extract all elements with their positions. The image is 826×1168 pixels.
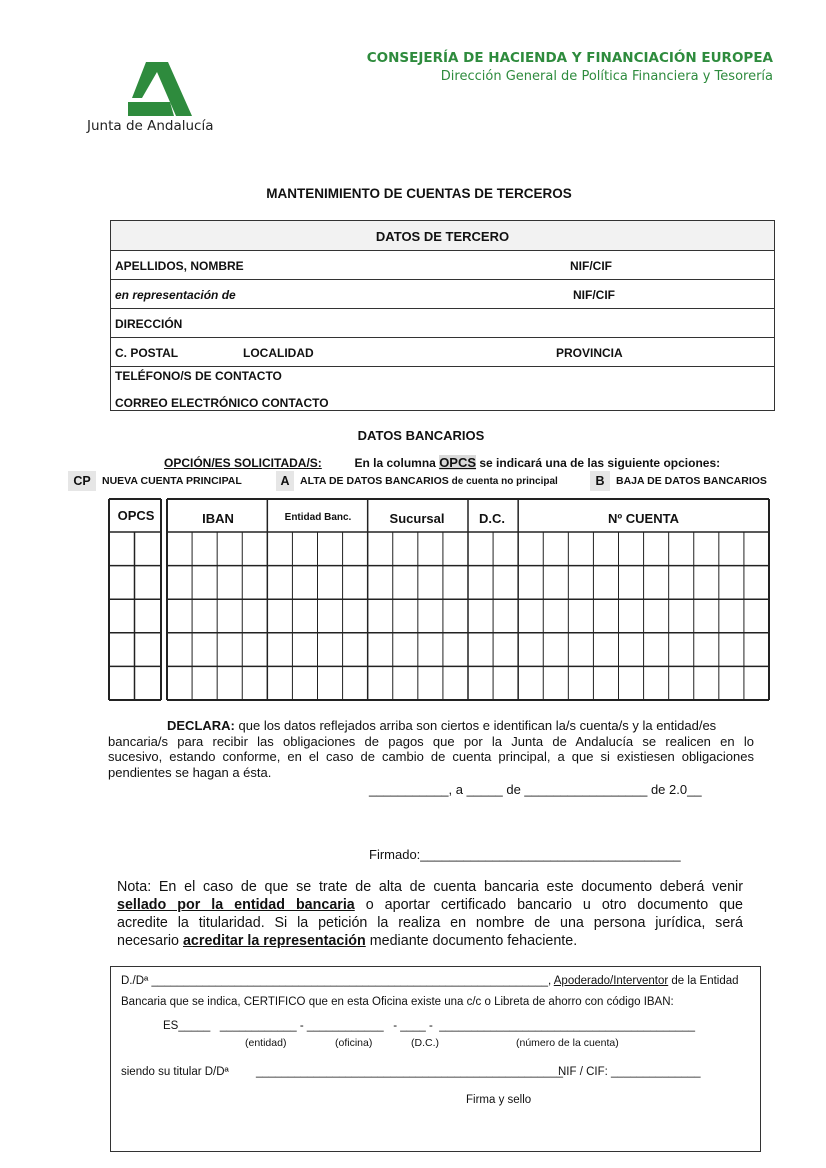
provincia-label: PROVINCIA [556,346,623,360]
declara-block [108,718,754,780]
correo-label: CORREO ELECTRÓNICO CONTACTO [115,396,329,410]
grid-dc-header: D.C. [479,511,505,526]
nota-l4-rest: mediante documento fehaciente. [369,933,578,949]
cert-iban-line: ES_____ ____________ - ____________ - ____ - ________________________________________ [163,1020,696,1032]
instr-post: se indicará una de las siguiente opciones: [479,456,721,470]
option-cp-text: NUEVA CUENTA PRINCIPAL [102,475,242,487]
declara-line1: que los datos reflejados arriba son ciertos e identifican la/s cuenta/s y la entidad/es [238,718,717,733]
firmado-line: Firmado:____________________________________ [369,847,681,862]
grid-opcs-header: OPCS [117,508,155,523]
apellidos-label: APELLIDOS, NOMBRE [115,259,244,273]
opciones-label: OPCIÓN/ES SOLICITADA/S: [164,456,322,470]
option-b-code: B [590,471,610,491]
junta-logo-icon [124,60,196,118]
date-line: ___________, a _____ de _________________ de 2.0__ [369,782,702,797]
nota-block [117,878,743,950]
titular-line: ________________________________________________ [256,1066,563,1078]
titular-label: siendo su titular D/Dª [121,1066,229,1078]
nota-line3: acredite la titularidad. Si la petición la realiza en nombre de una persona jurídica, será [117,915,743,931]
org-line2: Dirección General de Política Financiera y Tesorería [440,69,773,84]
firma-sello: Firma y sello [466,1094,532,1106]
nota-acreditar: acreditar la representación [182,933,366,949]
cap-oficina: (oficina) [335,1037,373,1049]
option-cp-code: CP [68,471,96,491]
tercero-table [110,220,775,411]
instr-pre: En la columna [354,456,436,470]
cap-entidad: (entidad) [245,1037,287,1049]
cert-box [110,966,761,1152]
org-line1: CONSEJERÍA DE HACIENDA Y FINANCIACIÓN EUROPEA [366,50,773,66]
direccion-label: DIRECCIÓN [115,317,183,331]
grid-sucursal-header: Sucursal [389,511,445,526]
representacion-label: en representación de [115,288,236,302]
cap-dc: (D.C.) [411,1037,439,1049]
bank-grid [108,498,770,701]
localidad-label: LOCALIDAD [243,346,314,360]
cert-nif: NIF / CIF: ______________ [558,1066,701,1078]
nif-label-2: NIF/CIF [573,288,615,302]
option-a [276,471,586,493]
declara-label: DECLARA: [167,718,235,733]
cert-apoderado: Apoderado/Interventor [553,975,669,987]
cert-line1: D./Dª ______________________________________________________________, [121,975,552,987]
nif-label-1: NIF/CIF [570,259,612,273]
declara-line2: bancaria/s para recibir las obligaciones de pagos que por la Junta de Andalucía se realicen en lo [108,733,754,749]
option-cp [68,471,264,493]
grid-cuenta-header: Nº CUENTA [608,511,679,526]
option-b-text: BAJA DE DATOS BANCARIOS [616,475,767,487]
nota-line1: Nota: En el caso de que se trate de alta de cuenta bancaria este documento deberá venir [117,879,743,895]
tercero-title: DATOS DE TERCERO [375,229,510,244]
declara-line3: sucesivo, estando conforme, en el caso de cambio de cuenta principal, a que si existiesen obligaciones [108,749,754,764]
cert-line1-end: de la Entidad [671,975,739,987]
bancarios-title: DATOS BANCARIOS [357,428,485,443]
nota-line2: o aportar certificado bancario u otro documento que [365,897,743,913]
option-a-code: A [276,471,294,491]
declara-line4: pendientes se hagan a ésta. [108,764,272,780]
nota-l4-pre: necesario [117,933,179,949]
grid-iban-header: IBAN [202,511,234,526]
logo-text: Junta de Andalucía [87,118,214,134]
page-title: MANTENIMIENTO DE CUENTAS DE TERCEROS [266,186,572,201]
cert-line2: Bancaria que se indica, CERTIFICO que en esta Oficina existe una c/c o Libreta de ahorro con código IBAN: [121,996,674,1008]
instr-opcs: OPCS [439,455,477,470]
cpostal-label: C. POSTAL [115,346,179,360]
option-b [590,471,780,493]
nota-sellado: sellado por la entidad bancaria [117,897,355,913]
cap-cuenta: (número de la cuenta) [516,1037,619,1049]
telefono-label: TELÉFONO/S DE CONTACTO [115,369,282,383]
opciones-line [164,455,720,470]
option-a-text: ALTA DE DATOS BANCARIOS [300,475,449,487]
grid-entidad-header: Entidad Banc. [284,512,352,523]
option-a-text2: de cuenta no principal [451,476,558,487]
